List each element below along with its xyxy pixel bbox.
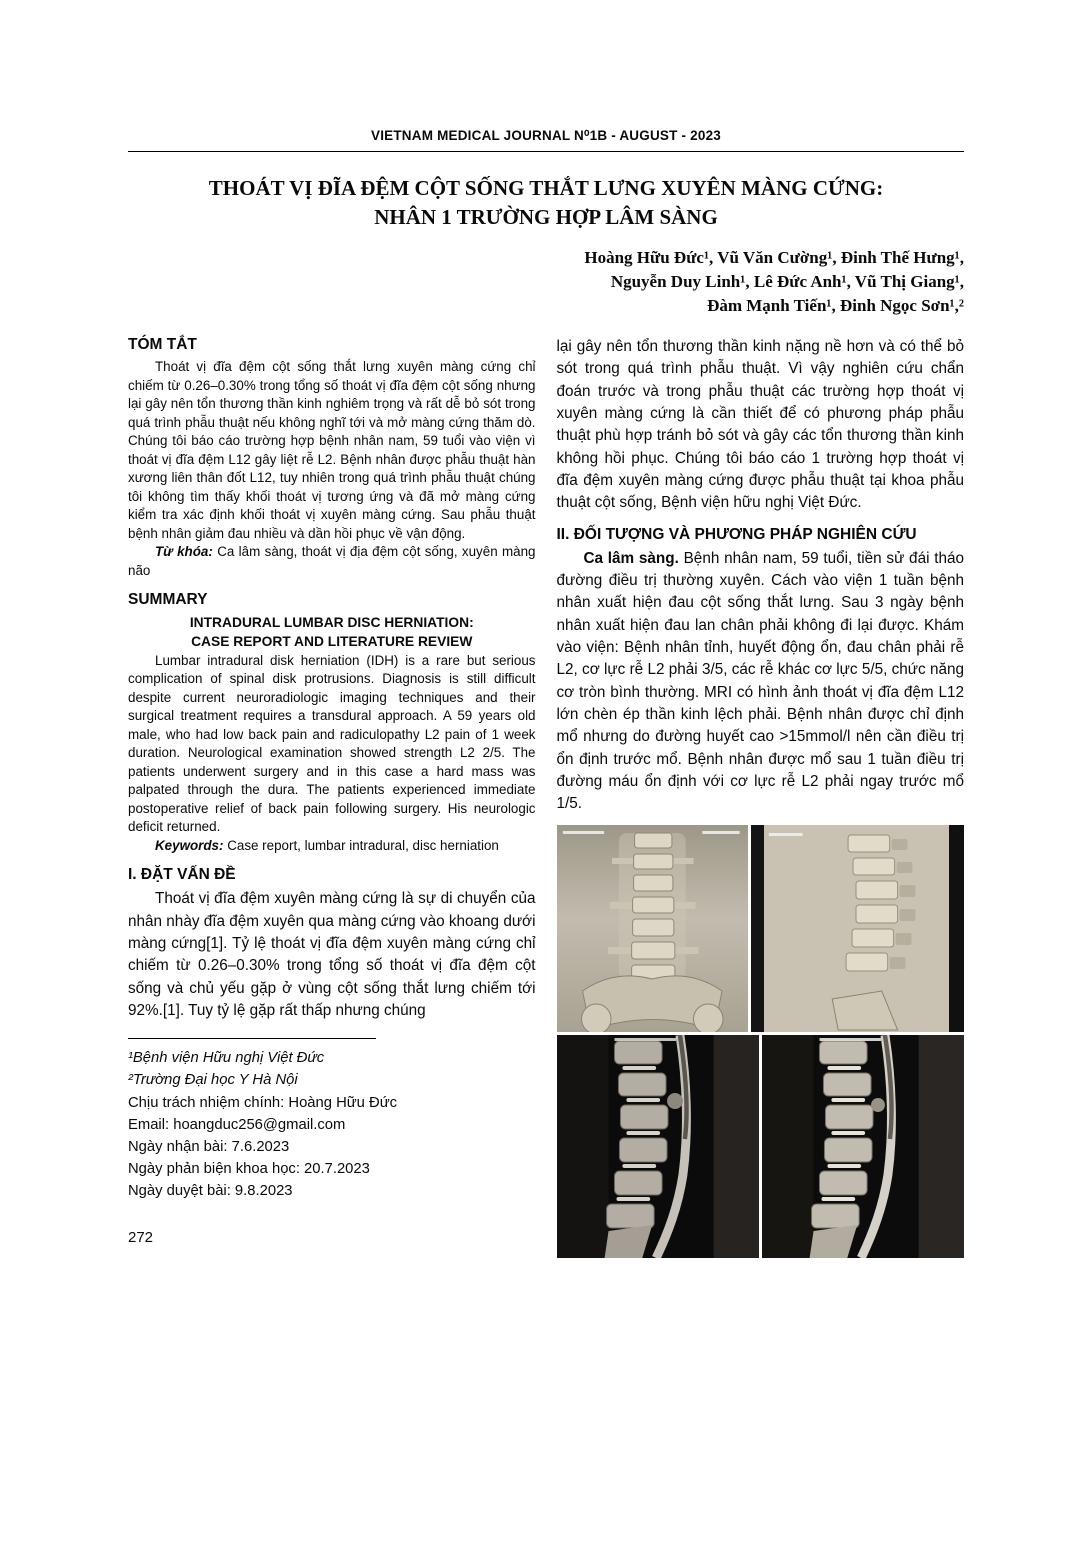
introduction-heading: I. ĐẶT VẤN ĐỀ [128, 866, 236, 884]
mri-sagittal-graphic-2 [762, 1035, 964, 1258]
corresponding-author: Chịu trách nhiệm chính: Hoàng Hữu Đức [128, 1094, 398, 1111]
keywords-vi-label: Từ khóa: [155, 544, 213, 560]
case-report-paragraph [557, 548, 965, 816]
authors-line3: Đàm Mạnh Tiến¹, Đinh Ngọc Sơn¹,² [707, 296, 964, 316]
article-title-line2: NHÂN 1 TRƯỜNG HỢP LÂM SÀNG [374, 205, 718, 230]
summary-title-line2: CASE REPORT AND LITERATURE REVIEW [191, 634, 473, 650]
article-title-line1: THOÁT VỊ ĐĨA ĐỆM CỘT SỐNG THẮT LƯNG XUYÊN MÀNG CỨNG: [208, 176, 884, 200]
xray-lateral-graphic [751, 825, 964, 1032]
authors-line1: Hoàng Hữu Đức¹, Vũ Văn Cường¹, Đinh Thế Hưng¹, [584, 247, 964, 267]
right-column [557, 336, 965, 1258]
abstract-vi-heading: TÓM TẮT [128, 336, 197, 354]
introduction-body: Thoát vị đĩa đệm xuyên màng cứng là sự di chuyển của nhân nhày đĩa đệm xuyên qua màng cứng vào khoang dưới màng cứng[1]. Tỷ lệ thoát vị đĩa đệm xuyên màng cứng chỉ chiếm từ 0.26–0.30% trong tổng số thoát vị đĩa đệm cột sống và chủ yếu gặp ở vùng cột sống thắt lưng chiếm tới 92%.[1]. Tuy tỷ lệ gặp rất thấp nhưng chúng [128, 890, 536, 1019]
footnote-divider [128, 1038, 376, 1039]
keywords-en-label: Keywords: [155, 837, 224, 853]
date-accepted: Ngày duyệt bài: 9.8.2023 [128, 1183, 293, 1200]
xray-lateral-image [751, 825, 964, 1032]
abstract-vi-body: Thoát vị đĩa đệm cột sống thắt lưng xuyên màng cứng chỉ chiếm từ 0.26–0.30% trong tổng số thoát vị đĩa đệm cột sống nhưng lại gây nên tổn thương thần kinh nghiêm trọng và rất dễ bỏ sót trong quá trình phẫu thuật nếu không nghĩ tới và mở màng cứng thăm dò. Chúng tôi báo cáo trường hợp bệnh nhân nam, 59 tuổi vào viện vì thoát vị đĩa đệm L12 gây liệt rễ L2. Bệnh nhân được phẫu thuật hàn xương liên thân đốt L12, tuy nhiên trong quá trình phẫu thuật chúng tôi không tìm thấy khối thoát vị tương ứng và đã mở màng cứng kiểm tra xác định khối thoát vị xuyên màng cứng. Sau phẫu thuật bệnh nhân giảm đau nhiều và dần hồi phục về vận động. [128, 359, 536, 541]
summary-title-line1: INTRADURAL LUMBAR DISC HERNIATION: [189, 615, 474, 631]
case-report-body: Bệnh nhân nam, 59 tuổi, tiền sử đái tháo đường điều trị thường xuyên. Cách vào viện 1 tuần bệnh nhân xuất hiện đau cột sống thắt lưng. Sau 3 ngày bệnh nhân xuất hiện đau lan chân phải không đi lại được. Khám vào viện: Bệnh nhân tỉnh, huyết động ổn, đau chân phải rễ L2, cơ lực rễ L2 phải 3/5, các rễ khác cơ lực 5/5, chức năng cơ tròn bình thường. MRI có hình ảnh thoát vị đĩa đệm L12 lớn chèn ép thần kinh lệch phải. Bệnh nhân được chỉ định mổ nhưng do đường huyết cao >15mmol/l nên cần điều trị ổn định trước mổ. Bệnh nhân được mổ sau 1 tuần điều trị đường máu ổn định với cơ lực rễ L2 phải ngay trước mổ 1/5. [556, 549, 964, 813]
case-report-lead: Ca lâm sàng. [583, 549, 679, 567]
authors-line2: Nguyễn Duy Linh¹, Lê Đức Anh¹, Vũ Thị Giang¹, [610, 271, 964, 291]
xray-ap-image [557, 825, 749, 1032]
introduction-continued: lại gây nên tổn thương thần kinh nặng nề hơn và có thể bỏ sót trong quá trình phẫu thuật. Vì vậy nghiên cứu chẩn đoán trước và trong phẫu thuật các trường hợp thoát vị xuyên màng cứng là cần thiết để có phương pháp phẫu thuật phù hợp tránh bỏ sót và gây các tổn thương thần kinh không hồi phục. Chúng tôi báo cáo 1 trường hợp thoát vị đĩa đệm xuyên màng cứng được phẫu thuật tại khoa phẫu thuật cột sống, Bệnh viện hữu nghị Việt Đức. [556, 338, 964, 512]
two-column-body [128, 336, 964, 1258]
summary-title-en [128, 613, 536, 652]
mri-sagittal-image-1 [557, 1035, 759, 1258]
figure-row-xray [557, 825, 965, 1032]
author-list [128, 246, 964, 318]
summary-heading: SUMMARY [128, 591, 208, 609]
article-title [128, 174, 964, 233]
keywords-vi-text: Ca lâm sàng, thoát vị địa đệm cột sống, xuyên màng não [128, 544, 536, 578]
date-reviewed: Ngày phản biện khoa học: 20.7.2023 [128, 1161, 370, 1178]
footnote-block [128, 1038, 536, 1202]
xray-ap-graphic [557, 825, 749, 1032]
figure-row-mri [557, 1035, 965, 1258]
left-column [128, 336, 536, 1258]
figure-block [557, 825, 965, 1258]
affiliation-1: ¹Bệnh viện Hữu nghị Việt Đức [128, 1050, 325, 1067]
methods-heading: II. ĐỐI TƯỢNG VÀ PHƯƠNG PHÁP NGHIÊN CỨU [556, 525, 917, 543]
mri-sagittal-image-2 [762, 1035, 964, 1258]
mri-sagittal-graphic-1 [557, 1035, 759, 1258]
keywords-en-text: Case report, lumbar intradural, disc herniation [227, 837, 499, 853]
journal-header: VIETNAM MEDICAL JOURNAL N⁰1B - AUGUST - 2023 [128, 128, 964, 152]
corresponding-email: Email: hoangduc256@gmail.com [128, 1116, 346, 1133]
date-received: Ngày nhận bài: 7.6.2023 [128, 1139, 290, 1155]
abstract-en-keywords [128, 837, 536, 856]
abstract-vi-keywords [128, 543, 536, 580]
affiliation-2: ²Trường Đại học Y Hà Nội [128, 1072, 298, 1089]
abstract-en-body: Lumbar intradural disk herniation (IDH) is a rare but serious complication of spinal disk protrusions. Diagnosis is still difficult despite current neuroradiologic imaging techniques and their surgical treatment requires a transdural approach. A 59 years old male, who had low back pain and radiculopathy L2 pain of 1 week duration. Neurological examination showed strength L2 2/5. The patients underwent surgery and in this case a hard mass was palpated through the dura. The patients experienced immediate postoperative relief of back pain following surgery. His neurologic deficit returned. [128, 652, 536, 835]
page-number: 272 [128, 1228, 154, 1246]
